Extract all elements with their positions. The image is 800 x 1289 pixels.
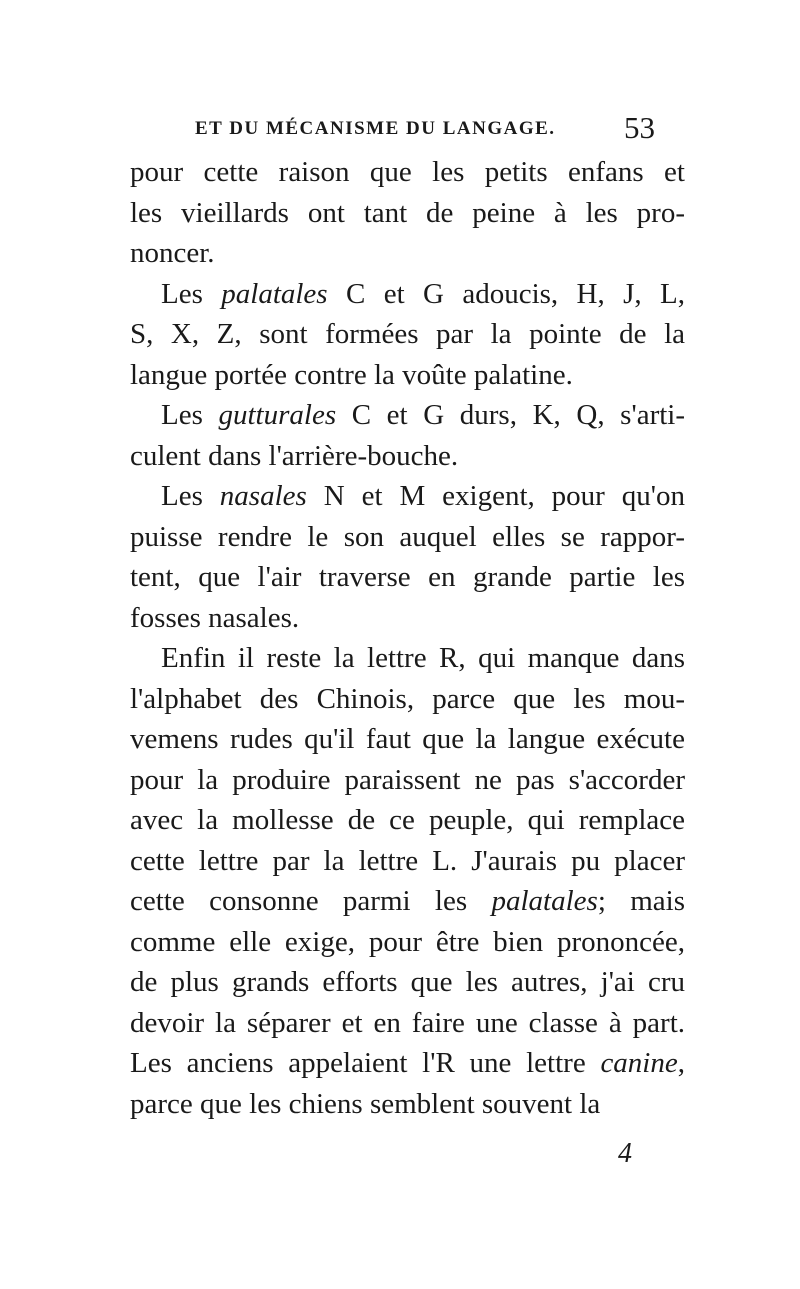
text-line: S, X, Z, sont formées par la pointe de la	[130, 318, 685, 350]
page-number: 53	[624, 110, 655, 145]
text-segment: C et G adoucis, H, J, L,	[327, 277, 686, 310]
italic-term: nasales	[219, 480, 307, 512]
text-segment: C et G durs, K, Q, s'arti-	[336, 399, 685, 431]
text-segment: Les anciens appelaient l'R une lettre	[130, 1047, 601, 1079]
text-line: comme elle exige, pour être bien prononcée,	[130, 925, 685, 958]
signature-mark: 4	[618, 1138, 632, 1169]
text-line	[130, 395, 685, 436]
text-line	[130, 1043, 685, 1084]
text-line: parce que les chiens semblent souvent la	[130, 1087, 601, 1120]
text-segment: ,	[677, 1047, 685, 1079]
text-line: noncer.	[130, 237, 215, 269]
text-line: fosses nasales.	[130, 601, 300, 634]
text-line: les vieillards ont tant de peine à les pro-	[130, 196, 685, 229]
italic-term: canine	[600, 1047, 678, 1079]
text-line: vemens rudes qu'il faut que la langue exécute	[130, 723, 685, 755]
text-segment: Les	[161, 480, 220, 512]
text-segment: Les	[161, 277, 222, 310]
text-segment: N et M exigent, pour qu'on	[306, 480, 685, 512]
text-line: l'alphabet des Chinois, parce que les mou-	[130, 682, 685, 715]
text-line	[130, 476, 685, 517]
text-line: pour cette raison que les petits enfans et	[130, 156, 685, 188]
text-segment: cette consonne parmi les	[130, 885, 492, 917]
italic-term: palatales	[491, 885, 598, 917]
text-line: devoir la séparer et en faire une classe à part.	[130, 1006, 685, 1039]
text-line: Enfin il reste la lettre R, qui manque dans	[161, 642, 685, 674]
text-line: avec la mollesse de ce peuple, qui remplace	[130, 804, 685, 836]
text-line: de plus grands efforts que les autres, j'ai cru	[130, 966, 685, 998]
text-line: langue portée contre la voûte palatine.	[130, 358, 573, 391]
page-header	[195, 110, 655, 150]
text-line: culent dans l'arrière-bouche.	[130, 439, 459, 472]
italic-term: palatales	[221, 277, 328, 310]
text-line: cette lettre par la lettre L. J'aurais pu placer	[130, 844, 685, 877]
text-segment: Les	[161, 399, 219, 431]
text-line: tent, que l'air traverse en grande partie les	[130, 561, 685, 593]
text-line	[130, 274, 685, 315]
body-text	[130, 152, 685, 1124]
text-line: pour la produire paraissent ne pas s'accorder	[130, 763, 685, 796]
text-line: puisse rendre le son auquel elles se rappor-	[130, 520, 685, 553]
italic-term: gutturales	[218, 399, 337, 431]
text-segment: ; mais	[597, 885, 685, 917]
text-line	[130, 881, 685, 922]
running-head: ET DU MÉCANISME DU LANGAGE.	[195, 118, 556, 139]
